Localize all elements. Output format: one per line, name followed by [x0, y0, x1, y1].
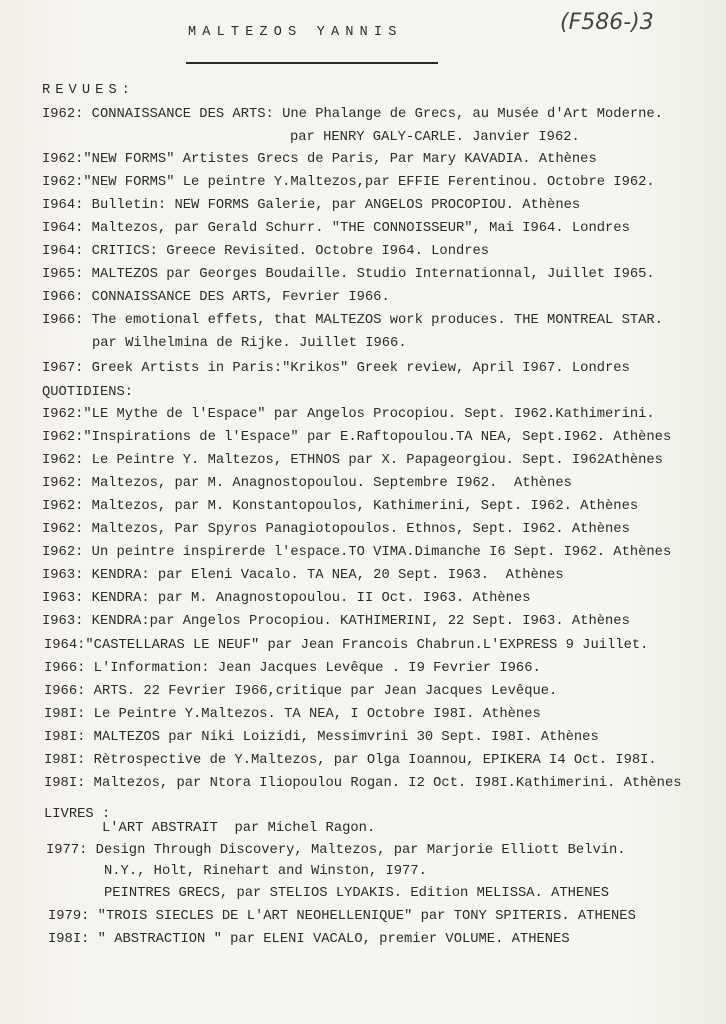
- quotidien-entry: I962: Un peintre inspirerde l'espace.TO VIMA.Dimanche I6 Sept. I962. Athènes: [42, 545, 672, 560]
- section-heading-revues: REVUES:: [42, 83, 135, 98]
- quotidien-entry: I962:"Inspirations de l'Espace" par E.Raftopoulou.TA NEA, Sept.I962. Athènes: [42, 430, 672, 445]
- quotidien-entry: I98I: Maltezos, par Ntora Iliopoulou Rogan. I2 Oct. I98I.Kathimerini. Athènes: [44, 776, 682, 791]
- revue-entry: I962:"NEW FORMS" Le peintre Y.Maltezos,par EFFIE Ferentinou. Octobre I962.: [42, 175, 655, 190]
- quotidien-entry: I98I: Le Peintre Y.Maltezos. TA NEA, I Octobre I98I. Athènes: [44, 707, 541, 722]
- section-heading-quotidiens: QUOTIDIENS:: [42, 385, 134, 400]
- quotidien-entry: I962: Maltezos, par M. Anagnostopoulou. Septembre I962. Athènes: [42, 476, 572, 491]
- revue-entry-continuation: par Wilhelmina de Rijke. Juillet I966.: [92, 336, 407, 351]
- quotidien-entry: I966: L'Information: Jean Jacques Levêque . I9 Fevrier I966.: [44, 661, 541, 676]
- revue-entry: I967: Greek Artists in Paris:"Krikos" Greek review, April I967. Londres: [42, 361, 630, 376]
- revue-entry: I966: The emotional effets, that MALTEZOS work produces. THE MONTREAL STAR.: [42, 313, 663, 328]
- quotidien-entry: I962: Le Peintre Y. Maltezos, ETHNOS par X. Papageorgiou. Sept. I962Athènes: [42, 453, 663, 468]
- quotidien-entry: I963: KENDRA: par Eleni Vacalo. TA NEA, 20 Sept. I963. Athènes: [42, 568, 564, 583]
- quotidien-entry: I964:"CASTELLARAS LE NEUF" par Jean Francois Chabrun.L'EXPRESS 9 Juillet.: [44, 638, 649, 653]
- livre-entry: I98I: " ABSTRACTION " par ELENI VACALO, premier VOLUME. ATHENES: [48, 932, 570, 947]
- quotidien-entry: I98I: MALTEZOS par Niki Loizidi, Messimvrini 30 Sept. I98I. Athènes: [44, 730, 599, 745]
- revue-entry: I962: CONNAISSANCE DES ARTS: Une Phalange de Grecs, au Musée d'Art Moderne.: [42, 107, 663, 122]
- revue-entry: I964: Bulletin: NEW FORMS Galerie, par ANGELOS PROCOPIOU. Athènes: [42, 198, 581, 213]
- revue-entry: I964: CRITICS: Greece Revisited. Octobre I964. Londres: [42, 244, 490, 259]
- title-underline: [186, 62, 438, 64]
- quotidien-entry: I962:"LE Mythe de l'Espace" par Angelos Procopiou. Sept. I962.Kathimerini.: [42, 407, 655, 422]
- quotidien-entry: I963: KENDRA: par M. Anagnostopoulou. II Oct. I963. Athènes: [42, 591, 531, 606]
- section-heading-livres: LIVRES :: [44, 807, 111, 822]
- revue-entry: I966: CONNAISSANCE DES ARTS, Fevrier I966.: [42, 290, 390, 305]
- quotidien-entry: I966: ARTS. 22 Fevrier I966,critique par Jean Jacques Levêque.: [44, 684, 558, 699]
- revue-entry-continuation: par HENRY GALY-CARLE. Janvier I962.: [290, 130, 580, 145]
- livre-entry-continuation: N.Y., Holt, Rinehart and Winston, I977.: [104, 864, 427, 879]
- quotidien-entry: I962: Maltezos, par M. Konstantopoulos, Kathimerini, Sept. I962. Athènes: [42, 499, 639, 514]
- quotidien-entry: I962: Maltezos, Par Spyros Panagiotopoulos. Ethnos, Sept. I962. Athènes: [42, 522, 630, 537]
- revue-entry: I965: MALTEZOS par Georges Boudaille. Studio Internationnal, Juillet I965.: [42, 267, 655, 282]
- revue-entry: I962:"NEW FORMS" Artistes Grecs de Paris, Par Mary KAVADIA. Athènes: [42, 152, 597, 167]
- handwritten-reference: (F586-)3: [560, 10, 654, 35]
- livre-entry: PEINTRES GRECS, par STELIOS LYDAKIS. Edition MELISSA. ATHENES: [104, 886, 610, 901]
- livre-entry: I977: Design Through Discovery, Maltezos, par Marjorie Elliott Belvin.: [46, 843, 626, 858]
- document-title: MALTEZOS YANNIS: [188, 25, 403, 40]
- quotidien-entry: I98I: Rètrospective de Y.Maltezos, par Olga Ioannou, EPIKERA I4 Oct. I98I.: [44, 753, 657, 768]
- quotidien-entry: I963: KENDRA:par Angelos Procopiou. KATHIMERINI, 22 Sept. I963. Athènes: [42, 614, 630, 629]
- revue-entry: I964: Maltezos, par Gerald Schurr. "THE CONNOISSEUR", Mai I964. Londres: [42, 221, 630, 236]
- livre-entry: L'ART ABSTRAIT par Michel Ragon.: [102, 821, 376, 836]
- livre-entry: I979: "TROIS SIECLES DE L'ART NEOHELLENIQUE" par TONY SPITERIS. ATHENES: [48, 909, 636, 924]
